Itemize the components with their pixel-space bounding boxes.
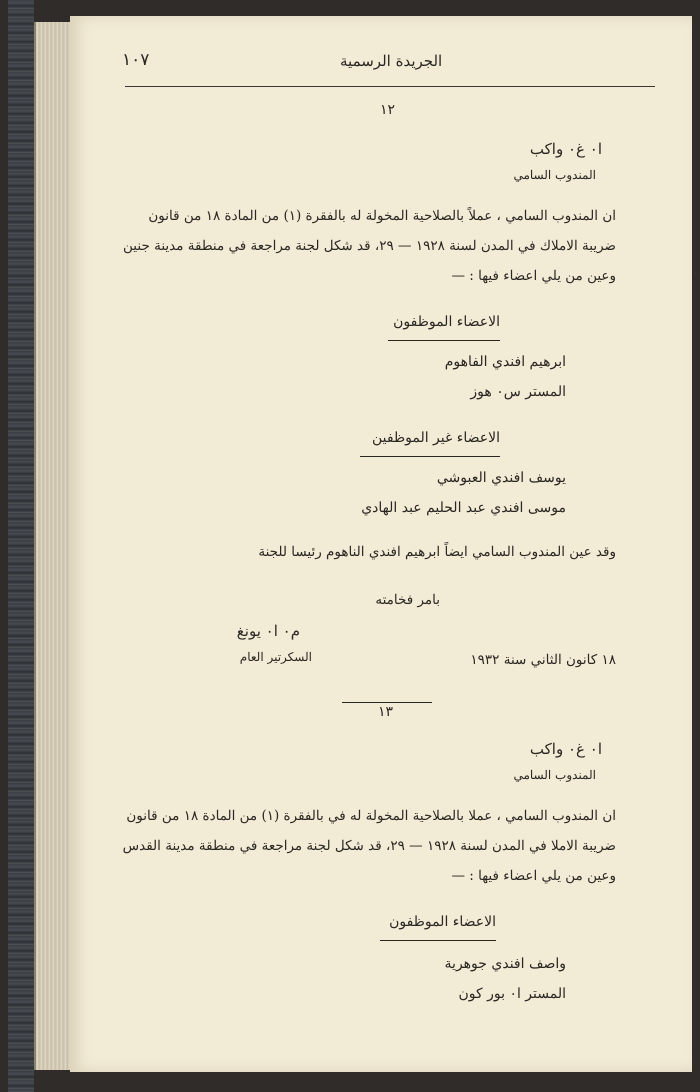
official-member: ابرهيم افندي الفاهوم bbox=[444, 354, 566, 370]
page-number: ١٠٧ bbox=[122, 50, 150, 70]
secretary-name: م٠ ا٠ يونغ bbox=[236, 622, 300, 640]
signatory-title: المندوب السامي bbox=[513, 168, 596, 182]
date: ١٨ كانون الثاني سنة ١٩٣٢ bbox=[470, 652, 616, 668]
paragraph-line-1: ان المندوب السامي ، عملاً بالصلاحية المخولة له بالفقرة (١) من المادة ١٨ من قانون bbox=[148, 208, 616, 224]
signatory-title: المندوب السامي bbox=[513, 768, 596, 782]
signatory-name: ا٠ غ٠ واكب bbox=[529, 140, 602, 158]
book-spine bbox=[8, 0, 34, 1092]
official-member: واصف افندي جوهرية bbox=[444, 956, 566, 972]
heading-underline bbox=[380, 940, 496, 941]
section-number-13: ١٣ bbox=[378, 704, 394, 720]
document-page bbox=[70, 16, 692, 1072]
section-divider bbox=[342, 702, 432, 703]
paragraph-line-2: ضريبة الاملا في المدن لسنة ١٩٢٨ — ٢٩، قد شكل لجنة مراجعة في منطقة مدينة القدس bbox=[122, 838, 616, 854]
officials-heading: الاعضاء الموظفون bbox=[389, 914, 496, 930]
heading-underline bbox=[388, 340, 500, 341]
chairman-note: وقد عين المندوب السامي ايضاً ابرهيم افندي الناهوم رئيسا للجنة bbox=[258, 544, 616, 560]
secretary-title: السكرتير العام bbox=[239, 650, 312, 664]
heading-underline bbox=[360, 456, 500, 457]
non-officials-heading: الاعضاء غير الموظفين bbox=[372, 430, 500, 446]
header-rule bbox=[125, 86, 655, 87]
paragraph-line-3: وعين من يلي اعضاء فيها : — bbox=[451, 868, 616, 884]
official-member: المستر س٠ هوز bbox=[470, 384, 566, 400]
non-official-member: موسى افندي عبد الحليم عبد الهادي bbox=[361, 500, 566, 516]
paragraph-line-1: ان المندوب السامي ، عملا بالصلاحية المخولة له في بالفقرة (١) من المادة ١٨ من قانون bbox=[126, 808, 616, 824]
official-member: المستر ا٠ بور كون bbox=[458, 986, 566, 1002]
signatory-name: ا٠ غ٠ واكب bbox=[529, 740, 602, 758]
paragraph-line-2: ضريبة الاملاك في المدن لسنة ١٩٢٨ — ٢٩، قد شكل لجنة مراجعة في منطقة مدينة جنين bbox=[123, 238, 616, 254]
by-order: بامر فخامته bbox=[375, 592, 440, 608]
page-edges bbox=[34, 22, 72, 1070]
ink-spot bbox=[694, 272, 697, 275]
running-title: الجريدة الرسمية bbox=[340, 52, 443, 70]
section-number-12: ١٢ bbox=[380, 102, 396, 118]
paragraph-line-3: وعين من يلي اعضاء فيها : — bbox=[451, 268, 616, 284]
non-official-member: يوسف افندي العبوشي bbox=[436, 470, 566, 486]
officials-heading: الاعضاء الموظفون bbox=[393, 314, 500, 330]
